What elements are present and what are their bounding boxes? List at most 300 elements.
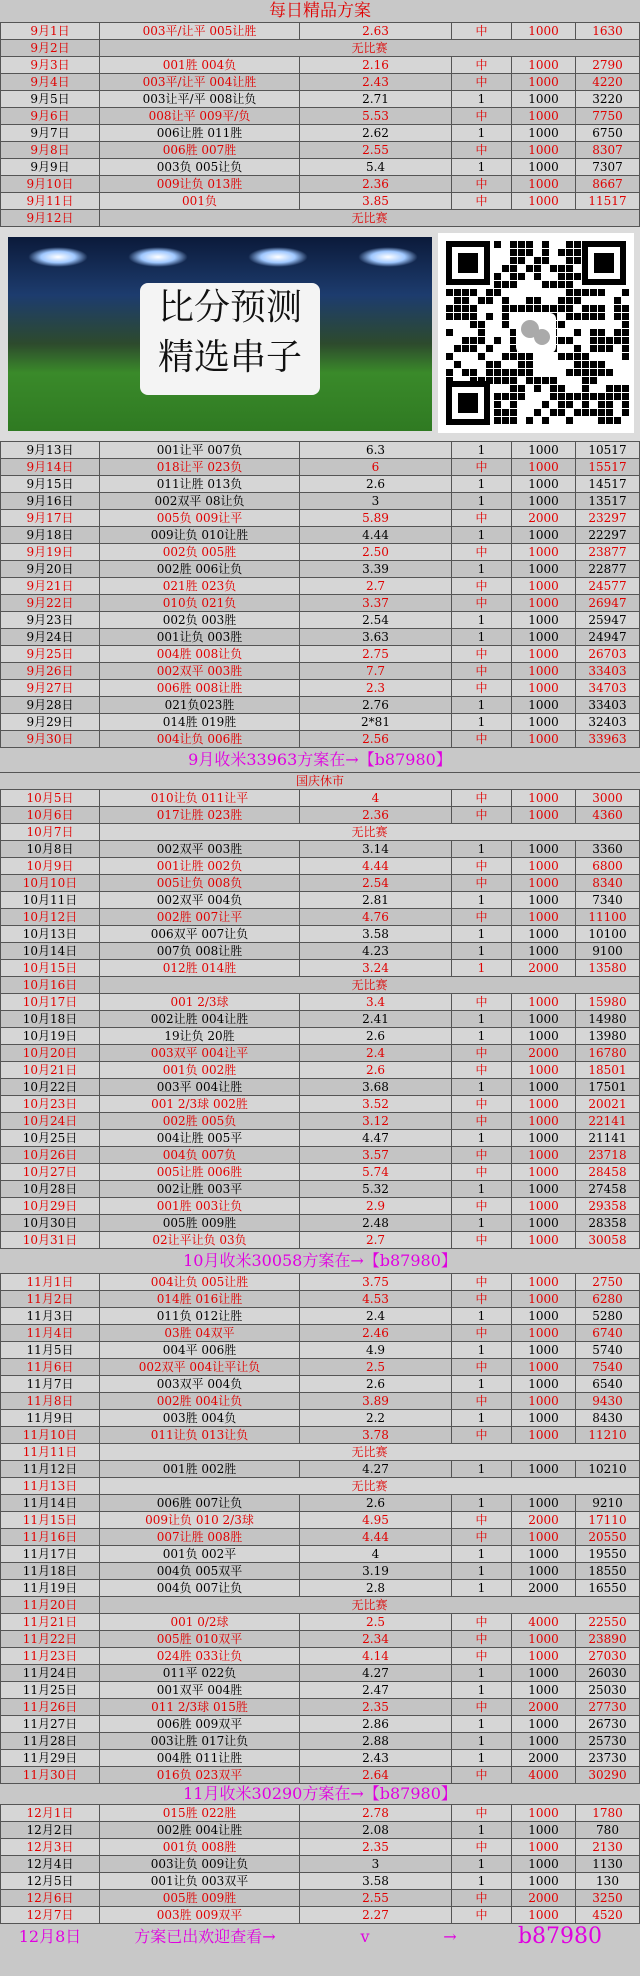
cell-odds: 3.24 [300, 960, 452, 976]
cell-odds: 5.74 [300, 1164, 452, 1180]
cell-picks: 007让胜 008胜 [100, 1529, 300, 1545]
cell-date: 10月23日 [0, 1096, 100, 1112]
cell-balance: 2130 [576, 1839, 640, 1855]
cell-odds: 2.4 [300, 1045, 452, 1061]
cell-odds: 3.4 [300, 994, 452, 1010]
cell-result: 中 [452, 1805, 512, 1821]
cell-balance: 4520 [576, 1907, 640, 1923]
cell-balance: 25947 [576, 612, 640, 628]
cell-stake: 1000 [512, 1529, 576, 1545]
cell-balance: 5740 [576, 1342, 640, 1358]
cell-balance: 130 [576, 1873, 640, 1889]
table-row [0, 977, 640, 994]
cell-balance: 6540 [576, 1376, 640, 1392]
cell-stake: 1000 [512, 1393, 576, 1409]
cell-balance: 28358 [576, 1215, 640, 1231]
cell-odds: 2.75 [300, 646, 452, 662]
cell-date: 10月29日 [0, 1198, 100, 1214]
table-row [0, 108, 640, 125]
cell-stake: 1000 [512, 1873, 576, 1889]
cell-balance: 27730 [576, 1699, 640, 1715]
table-row [0, 159, 640, 176]
cell-picks: 004负 007让负 [100, 1580, 300, 1596]
cell-stake: 1000 [512, 159, 576, 175]
cell-balance: 24577 [576, 578, 640, 594]
table-row [0, 1410, 640, 1427]
cell-result: 中 [452, 1359, 512, 1375]
cell-balance: 30058 [576, 1232, 640, 1248]
footer-row [0, 1924, 640, 1950]
table-row [0, 960, 640, 977]
cell-date: 9月5日 [0, 91, 100, 107]
cell-odds: 2.7 [300, 1232, 452, 1248]
cell-picks: 002胜 004让胜 [100, 1822, 300, 1838]
cell-date: 11月21日 [0, 1614, 100, 1630]
cell-stake: 1000 [512, 1495, 576, 1511]
cell-picks: 001胜 002胜 [100, 1461, 300, 1477]
table-row [0, 1096, 640, 1113]
cell-result: 中 [452, 1648, 512, 1664]
cell-result: 中 [452, 595, 512, 611]
cell-balance: 8340 [576, 875, 640, 891]
cell-result: 1 [452, 841, 512, 857]
cell-date: 9月26日 [0, 663, 100, 679]
cell-date: 9月21日 [0, 578, 100, 594]
cell-odds: 2.48 [300, 1215, 452, 1231]
table-row [0, 1478, 640, 1495]
cell-picks: 004胜 008让负 [100, 646, 300, 662]
cell-odds: 4.95 [300, 1512, 452, 1528]
cell-balance: 23718 [576, 1147, 640, 1163]
cell-result: 中 [452, 1839, 512, 1855]
cell-balance: 13580 [576, 960, 640, 976]
footer-text: 方案已出欢迎查看→ [134, 1927, 276, 1946]
cell-stake: 1000 [512, 731, 576, 747]
cell-date: 11月17日 [0, 1546, 100, 1562]
cell-picks: 001 0/2球 [100, 1614, 300, 1630]
cell-no-match: 无比赛 [100, 210, 640, 226]
cell-odds: 2.71 [300, 91, 452, 107]
cell-odds: 3.68 [300, 1079, 452, 1095]
cell-picks: 005胜 009胜 [100, 1890, 300, 1906]
cell-picks: 017让胜 023胜 [100, 807, 300, 823]
cell-odds: 3.12 [300, 1113, 452, 1129]
table-row [0, 561, 640, 578]
cell-odds: 2.54 [300, 612, 452, 628]
cell-stake: 1000 [512, 91, 576, 107]
table-row [0, 1274, 640, 1291]
cell-balance: 4220 [576, 74, 640, 90]
cell-result: 中 [452, 1890, 512, 1906]
cell-odds: 2.6 [300, 1028, 452, 1044]
table-row [0, 125, 640, 142]
cell-date: 9月12日 [0, 210, 100, 226]
stadium-image [8, 237, 432, 431]
cell-date: 11月24日 [0, 1665, 100, 1681]
cell-picks: 004负 005双平 [100, 1563, 300, 1579]
cell-date: 10月12日 [0, 909, 100, 925]
cell-date: 11月28日 [0, 1733, 100, 1749]
table-row [0, 57, 640, 74]
cell-balance: 23297 [576, 510, 640, 526]
cell-stake: 1000 [512, 23, 576, 39]
table-row [0, 1767, 640, 1784]
cell-odds: 2.78 [300, 1805, 452, 1821]
table-row [0, 142, 640, 159]
cell-picks: 001胜 004负 [100, 57, 300, 73]
cell-stake: 1000 [512, 459, 576, 475]
cell-result: 中 [452, 1147, 512, 1163]
cell-result: 中 [452, 1045, 512, 1061]
cell-odds: 2.7 [300, 578, 452, 594]
table-row [0, 790, 640, 807]
cell-picks: 005胜 009胜 [100, 1215, 300, 1231]
cell-odds: 2.41 [300, 1011, 452, 1027]
cell-date: 9月24日 [0, 629, 100, 645]
cell-date: 11月9日 [0, 1410, 100, 1426]
footer-date: 12月8日 [18, 1927, 82, 1946]
cell-result: 中 [452, 1096, 512, 1112]
cell-odds: 2.56 [300, 731, 452, 747]
cell-odds: 2.88 [300, 1733, 452, 1749]
table-row [0, 1376, 640, 1393]
table-row [0, 1699, 640, 1716]
cell-result: 中 [452, 1512, 512, 1528]
cell-stake: 1000 [512, 629, 576, 645]
cell-balance: 8307 [576, 142, 640, 158]
cell-picks: 005胜 010双平 [100, 1631, 300, 1647]
cell-result: 1 [452, 1580, 512, 1596]
cell-stake: 1000 [512, 595, 576, 611]
cell-date: 9月19日 [0, 544, 100, 560]
cell-date: 9月29日 [0, 714, 100, 730]
cell-odds: 4.76 [300, 909, 452, 925]
cell-balance: 29358 [576, 1198, 640, 1214]
cell-date: 9月17日 [0, 510, 100, 526]
cell-date: 10月7日 [0, 824, 100, 840]
cell-date: 11月1日 [0, 1274, 100, 1290]
cell-picks: 003平/让平 005让胜 [100, 23, 300, 39]
cell-picks: 002负 003胜 [100, 612, 300, 628]
cell-balance: 10517 [576, 442, 640, 458]
cell-picks: 011平 022负 [100, 1665, 300, 1681]
cell-stake: 2000 [512, 1512, 576, 1528]
cell-balance: 6750 [576, 125, 640, 141]
table-row [0, 858, 640, 875]
cell-odds: 3.58 [300, 1873, 452, 1889]
cell-balance: 6740 [576, 1325, 640, 1341]
cell-stake: 1000 [512, 1359, 576, 1375]
cell-stake: 1000 [512, 697, 576, 713]
cell-balance: 25730 [576, 1733, 640, 1749]
cell-stake: 1000 [512, 544, 576, 560]
cell-odds: 2.08 [300, 1822, 452, 1838]
cell-odds: 2.62 [300, 125, 452, 141]
cell-balance: 1630 [576, 23, 640, 39]
cell-balance: 10210 [576, 1461, 640, 1477]
cell-date: 11月2日 [0, 1291, 100, 1307]
cell-picks: 009让负 010让胜 [100, 527, 300, 543]
cell-result: 中 [452, 578, 512, 594]
cell-stake: 1000 [512, 1164, 576, 1180]
cell-result: 1 [452, 493, 512, 509]
cell-stake: 1000 [512, 1181, 576, 1197]
cell-date: 9月3日 [0, 57, 100, 73]
cell-odds: 2.5 [300, 1614, 452, 1630]
cell-balance: 7540 [576, 1359, 640, 1375]
cell-odds: 3.39 [300, 561, 452, 577]
cell-result: 中 [452, 663, 512, 679]
cell-result: 中 [452, 193, 512, 209]
table-section-nov [0, 1274, 640, 1784]
cell-picks: 001负 002平 [100, 1546, 300, 1562]
cell-date: 12月2日 [0, 1822, 100, 1838]
cell-odds: 3.14 [300, 841, 452, 857]
cell-balance: 11100 [576, 909, 640, 925]
cell-balance: 7750 [576, 108, 640, 124]
cell-stake: 1000 [512, 1342, 576, 1358]
cell-odds: 3.78 [300, 1427, 452, 1443]
cell-date: 11月12日 [0, 1461, 100, 1477]
table-row [0, 544, 640, 561]
cell-odds: 3 [300, 1856, 452, 1872]
cell-balance: 18550 [576, 1563, 640, 1579]
cell-date: 10月16日 [0, 977, 100, 993]
table-row [0, 1682, 640, 1699]
cell-odds: 2.43 [300, 1750, 452, 1766]
cell-picks: 005让负 008负 [100, 875, 300, 891]
cell-date: 10月14日 [0, 943, 100, 959]
cell-odds: 4.23 [300, 943, 452, 959]
footer-id: b87980 [517, 1924, 603, 1949]
cell-stake: 1000 [512, 680, 576, 696]
cell-picks: 021胜 023负 [100, 578, 300, 594]
cell-date: 12月7日 [0, 1907, 100, 1923]
cell-balance: 17110 [576, 1512, 640, 1528]
cell-stake: 1000 [512, 1805, 576, 1821]
cell-stake: 1000 [512, 1308, 576, 1324]
cell-odds: 2.55 [300, 142, 452, 158]
cell-picks: 001让负 003胜 [100, 629, 300, 645]
cell-balance: 26703 [576, 646, 640, 662]
cell-odds: 4.44 [300, 858, 452, 874]
cell-stake: 1000 [512, 807, 576, 823]
table-row [0, 176, 640, 193]
cell-result: 1 [452, 1130, 512, 1146]
cell-balance: 10100 [576, 926, 640, 942]
cell-date: 9月6日 [0, 108, 100, 124]
table-row [0, 875, 640, 892]
cell-stake: 1000 [512, 527, 576, 543]
cell-balance: 33403 [576, 663, 640, 679]
cell-result: 中 [452, 680, 512, 696]
cell-picks: 011负 012让胜 [100, 1308, 300, 1324]
cell-result: 中 [452, 510, 512, 526]
cell-result: 中 [452, 1164, 512, 1180]
cell-result: 中 [452, 1699, 512, 1715]
cell-picks: 002胜 004让负 [100, 1393, 300, 1409]
cell-result: 中 [452, 1393, 512, 1409]
cell-date: 10月26日 [0, 1147, 100, 1163]
cell-date: 11月13日 [0, 1478, 100, 1494]
cell-odds: 2.35 [300, 1839, 452, 1855]
cell-stake: 1000 [512, 1563, 576, 1579]
cell-stake: 1000 [512, 578, 576, 594]
table-row [0, 595, 640, 612]
cell-date: 9月1日 [0, 23, 100, 39]
cell-result: 中 [452, 544, 512, 560]
table-row [0, 1563, 640, 1580]
cell-balance: 3250 [576, 1890, 640, 1906]
cell-picks: 003胜 004负 [100, 1410, 300, 1426]
cell-balance: 1130 [576, 1856, 640, 1872]
cell-result: 1 [452, 714, 512, 730]
cell-odds: 6 [300, 459, 452, 475]
cell-result: 1 [452, 1563, 512, 1579]
cell-result: 中 [452, 731, 512, 747]
table-row [0, 1198, 640, 1215]
cell-date: 9月14日 [0, 459, 100, 475]
cell-date: 10月19日 [0, 1028, 100, 1044]
cell-balance: 30290 [576, 1767, 640, 1783]
table-row [0, 1342, 640, 1359]
cell-odds: 2.47 [300, 1682, 452, 1698]
table-row [0, 1907, 640, 1924]
table-row [0, 23, 640, 40]
cell-picks: 001双平 004胜 [100, 1682, 300, 1698]
cell-date: 10月5日 [0, 790, 100, 806]
cell-picks: 015胜 022胜 [100, 1805, 300, 1821]
cell-date: 11月5日 [0, 1342, 100, 1358]
cell-date: 11月29日 [0, 1750, 100, 1766]
cell-date: 9月4日 [0, 74, 100, 90]
cell-result: 1 [452, 1750, 512, 1766]
table-row [0, 1130, 640, 1147]
cell-stake: 1000 [512, 561, 576, 577]
cell-date: 10月11日 [0, 892, 100, 908]
table-row [0, 1045, 640, 1062]
cell-result: 1 [452, 442, 512, 458]
cell-balance: 14980 [576, 1011, 640, 1027]
table-row [0, 841, 640, 858]
cell-odds: 2.36 [300, 807, 452, 823]
cell-balance: 22141 [576, 1113, 640, 1129]
cell-picks: 002胜 006让负 [100, 561, 300, 577]
table-row [0, 1856, 640, 1873]
cell-stake: 1000 [512, 1822, 576, 1838]
cell-balance: 780 [576, 1822, 640, 1838]
cell-picks: 016负 023双平 [100, 1767, 300, 1783]
cell-stake: 1000 [512, 1461, 576, 1477]
cell-result: 中 [452, 1631, 512, 1647]
cell-odds: 2.81 [300, 892, 452, 908]
september-summary: 9月收米33963方案在→【b87980】 [0, 748, 640, 773]
cell-result: 中 [452, 909, 512, 925]
page-title: 每日精品方案 [0, 0, 640, 23]
cell-stake: 1000 [512, 1198, 576, 1214]
table-row [0, 442, 640, 459]
cell-balance: 7307 [576, 159, 640, 175]
cell-stake: 1000 [512, 193, 576, 209]
cell-odds: 2.6 [300, 1495, 452, 1511]
cell-stake: 1000 [512, 892, 576, 908]
cell-stake: 1000 [512, 1325, 576, 1341]
cell-stake: 1000 [512, 493, 576, 509]
table-row [0, 1614, 640, 1631]
cell-stake: 1000 [512, 1682, 576, 1698]
cell-picks: 001 2/3球 [100, 994, 300, 1010]
cell-date: 9月7日 [0, 125, 100, 141]
cell-date: 9月28日 [0, 697, 100, 713]
cell-picks: 001 2/3球 002胜 [100, 1096, 300, 1112]
cell-picks: 004平 006胜 [100, 1342, 300, 1358]
cell-date: 10月21日 [0, 1062, 100, 1078]
cell-date: 11月16日 [0, 1529, 100, 1545]
cell-balance: 7340 [576, 892, 640, 908]
cell-picks: 005让胜 006胜 [100, 1164, 300, 1180]
cell-stake: 2000 [512, 1699, 576, 1715]
cell-odds: 4.53 [300, 1291, 452, 1307]
banner-line2: 精选串子 [157, 337, 302, 378]
cell-odds: 3.19 [300, 1563, 452, 1579]
cell-picks: 002胜 007让平 [100, 909, 300, 925]
cell-picks: 024胜 033让负 [100, 1648, 300, 1664]
cell-no-match: 无比赛 [100, 977, 640, 993]
cell-picks: 001胜 003让负 [100, 1198, 300, 1214]
cell-stake: 1000 [512, 790, 576, 806]
cell-result: 1 [452, 1028, 512, 1044]
cell-picks: 003让胜 017让负 [100, 1733, 300, 1749]
cell-result: 1 [452, 1546, 512, 1562]
table-row [0, 1393, 640, 1410]
cell-date: 10月6日 [0, 807, 100, 823]
cell-date: 10月9日 [0, 858, 100, 874]
cell-result: 中 [452, 994, 512, 1010]
cell-date: 9月23日 [0, 612, 100, 628]
cell-odds: 2.76 [300, 697, 452, 713]
table-row [0, 510, 640, 527]
cell-picks: 001让平 007负 [100, 442, 300, 458]
cell-date: 12月3日 [0, 1839, 100, 1855]
cell-date: 10月18日 [0, 1011, 100, 1027]
cell-picks: 03胜 04双平 [100, 1325, 300, 1341]
table-row [0, 493, 640, 510]
cell-balance: 6280 [576, 1291, 640, 1307]
cell-odds: 2.3 [300, 680, 452, 696]
cell-odds: 5.4 [300, 159, 452, 175]
cell-balance: 23877 [576, 544, 640, 560]
cell-date: 10月10日 [0, 875, 100, 891]
cell-stake: 1000 [512, 1113, 576, 1129]
cell-balance: 13517 [576, 493, 640, 509]
table-row [0, 994, 640, 1011]
cell-odds: 2.9 [300, 1198, 452, 1214]
cell-result: 1 [452, 1181, 512, 1197]
table-row [0, 1546, 640, 1563]
cell-picks: 001负 002胜 [100, 1062, 300, 1078]
cell-picks: 002双平 08让负 [100, 493, 300, 509]
cell-odds: 3 [300, 493, 452, 509]
cell-date: 10月25日 [0, 1130, 100, 1146]
cell-odds: 4.14 [300, 1648, 452, 1664]
cell-balance: 15517 [576, 459, 640, 475]
cell-result: 1 [452, 1856, 512, 1872]
cell-balance: 34703 [576, 680, 640, 696]
table-row [0, 1822, 640, 1839]
cell-picks: 006让胜 011胜 [100, 125, 300, 141]
table-row [0, 1444, 640, 1461]
cell-stake: 1000 [512, 1665, 576, 1681]
